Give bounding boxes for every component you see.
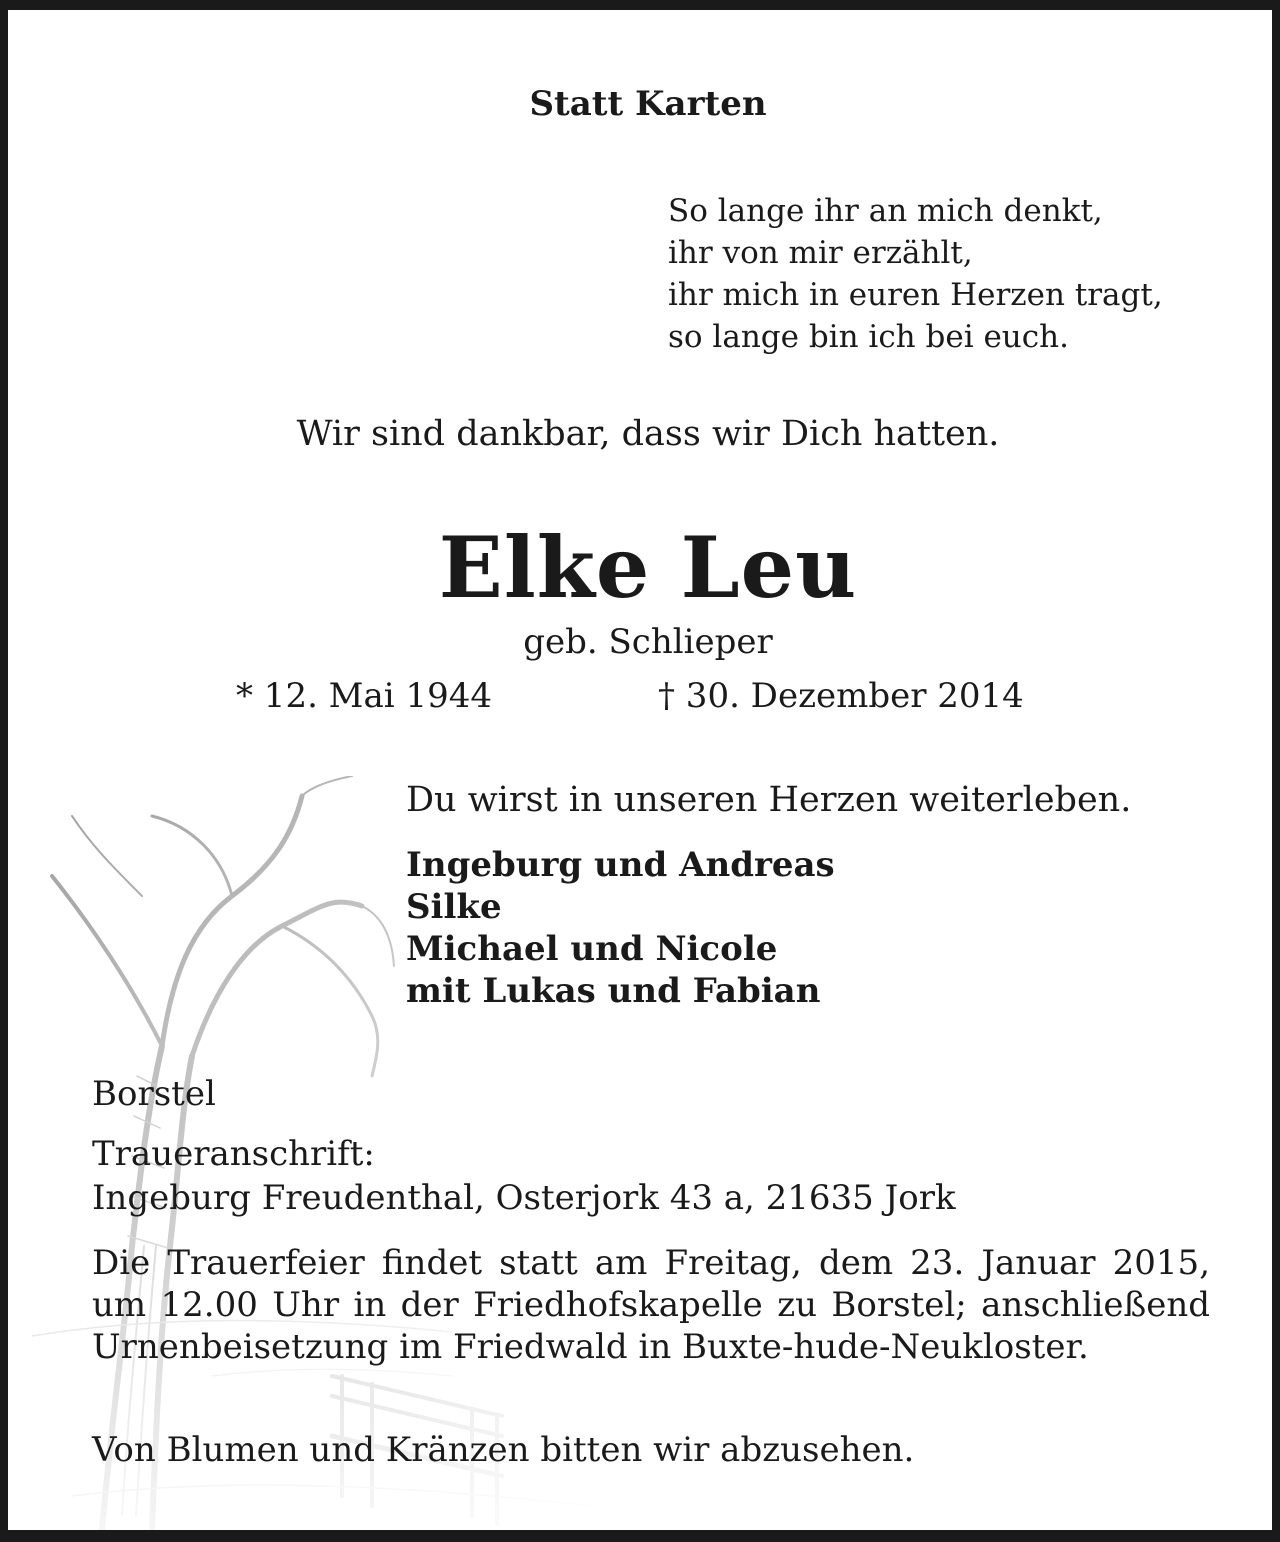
death-date: † 30. Dezember 2014 (658, 676, 1024, 716)
funeral-notice: Die Trauerfeier findet statt am Freitag, dem 23. Januar 2015, um 12.00 Uhr in der Friedhofskapelle zu Borstel; anschließend Urnenbeisetzung im Friedwald in Buxte-hude-Neukloster. (92, 1243, 1210, 1367)
family-member: mit Lukas und Fabian (406, 971, 821, 1011)
address-label: Traueranschrift: (92, 1134, 375, 1174)
motto-line: Du wirst in unseren Herzen weiterleben. (406, 780, 1132, 820)
place-name: Borstel (92, 1074, 216, 1114)
family-member: Silke (406, 887, 502, 927)
poem-line: ihr von mir erzählt, (668, 235, 973, 271)
poem-line: ihr mich in euren Herzen tragt, (668, 277, 1163, 313)
maiden-name: geb. Schlieper (523, 622, 773, 662)
flowers-note: Von Blumen und Kränzen bitten wir abzusehen. (92, 1430, 915, 1470)
poem-line: So lange ihr an mich denkt, (668, 193, 1103, 229)
birth-date: * 12. Mai 1944 (236, 676, 492, 716)
gratitude-line: Wir sind dankbar, dass wir Dich hatten. (296, 414, 1000, 454)
family-member: Michael und Nicole (406, 929, 778, 969)
deceased-name: Elke Leu (438, 518, 858, 617)
address-text: Ingeburg Freudenthal, Osterjork 43 a, 21635 Jork (92, 1178, 956, 1218)
statt-karten-heading: Statt Karten (529, 84, 767, 124)
poem (668, 190, 1163, 358)
poem-line: so lange bin ich bei euch. (668, 319, 1069, 355)
family-member: Ingeburg und Andreas (406, 845, 835, 885)
family-list (406, 844, 835, 1012)
